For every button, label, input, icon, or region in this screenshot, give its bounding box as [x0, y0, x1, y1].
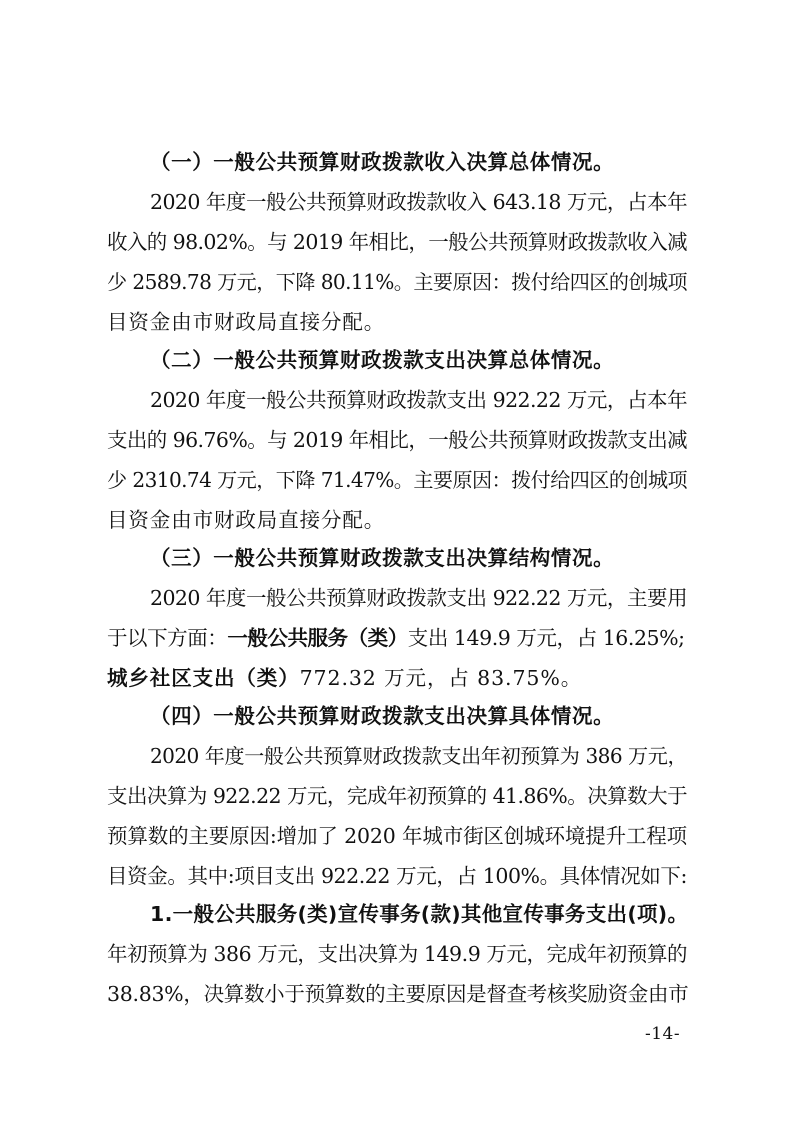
paragraph-line: 目资金由市财政局直接分配。: [107, 310, 386, 334]
section-heading-2: （二）一般公共预算财政拨款支出决算总体情况。: [150, 348, 615, 372]
section-heading-1: （一）一般公共预算财政拨款收入决算总体情况。: [150, 150, 615, 174]
paragraph-line: 预算数的主要原因:增加了 2020 年城市街区创城环境提升工程项: [107, 824, 687, 848]
paragraph-line: 目资金由市财政局直接分配。: [107, 508, 386, 532]
paragraph-line: [107, 623, 687, 653]
section-heading-4: （四）一般公共预算财政拨款支出决算具体情况。: [150, 704, 615, 728]
paragraph-line: 2020 年度一般公共预算财政拨款收入 643.18 万元，占本年: [150, 190, 687, 214]
text-run: 772.32 万元，占 83.75%。: [299, 666, 583, 690]
paragraph-line: 支出的 96.76%。与 2019 年相比，一般公共预算财政拨款支出减: [107, 428, 687, 452]
section-heading-5: 1.一般公共服务(类)宣传事务(款)其他宣传事务支出(项)。: [150, 902, 689, 926]
paragraph-line: 年初预算为 386 万元，支出决算为 149.9 万元，完成年初预算的: [107, 942, 687, 966]
paragraph-line: 2020 年度一般公共预算财政拨款支出 922.22 万元，占本年: [150, 388, 687, 412]
paragraph-line: 少 2589.78 万元，下降 80.11%。主要原因：拨付给四区的创城项: [107, 270, 687, 294]
paragraph-line: 少 2310.74 万元，下降 71.47%。主要原因：拨付给四区的创城项: [107, 468, 687, 492]
paragraph-line: 2020 年度一般公共预算财政拨款支出 922.22 万元，主要用: [150, 586, 687, 610]
paragraph-line: 2020 年度一般公共预算财政拨款支出年初预算为 386 万元，: [150, 744, 687, 768]
text-run: 于以下方面：: [107, 626, 228, 650]
category-label-general-public-services: 一般公共服务（类）: [227, 626, 408, 650]
section-heading-3: （三）一般公共预算财政拨款支出决算结构情况。: [150, 546, 615, 570]
paragraph-line: 收入的 98.02%。与 2019 年相比，一般公共预算财政拨款收入减: [107, 230, 687, 254]
page-number: -14-: [645, 1024, 681, 1044]
paragraph-line: [107, 663, 687, 693]
text-run: 支出 149.9 万元，占 16.25%;: [407, 626, 685, 650]
paragraph-line: 目资金。其中:项目支出 922.22 万元，占 100%。具体情况如下:: [107, 864, 687, 888]
paragraph-line: 支出决算为 922.22 万元，完成年初预算的 41.86%。决算数大于: [107, 784, 687, 808]
category-label-urban-rural-community: 城乡社区支出（类）: [107, 666, 300, 690]
paragraph-line: 38.83%，决算数小于预算数的主要原因是督查考核奖励资金由市: [107, 982, 689, 1006]
